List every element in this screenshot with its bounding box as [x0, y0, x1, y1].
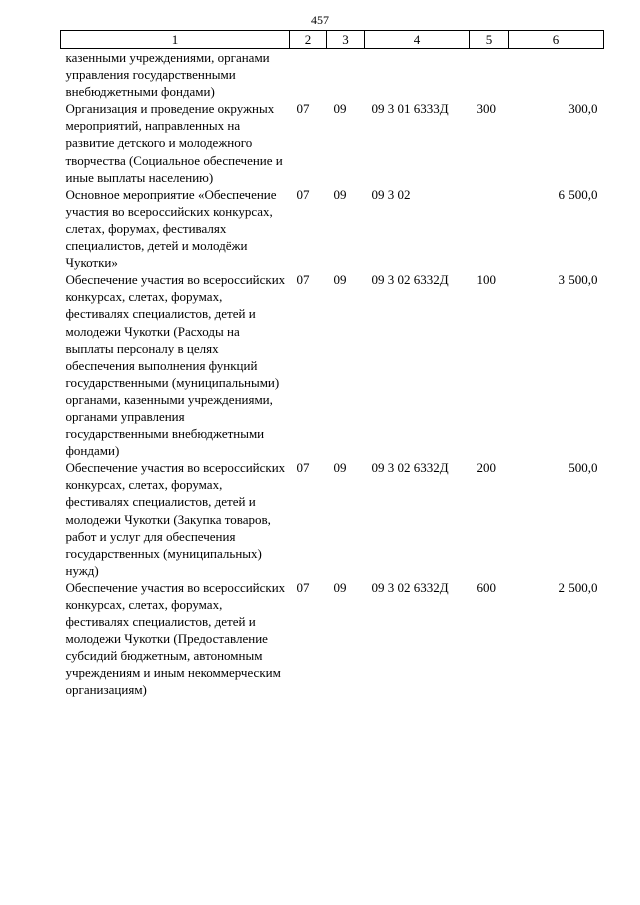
row-name: казенными учреждениями, органами управления государственными внебюджетными фондами)	[65, 50, 270, 100]
row-expense-type	[470, 49, 509, 101]
row-subsection: 09	[333, 272, 347, 288]
row-expense-type: 300	[476, 101, 496, 117]
header-col-4: 4	[365, 31, 470, 49]
row-section: 07	[296, 579, 310, 595]
row-target-article: 09 3 02 6332Д	[371, 272, 449, 288]
row-target-article: 09 3 02 6332Д	[371, 579, 449, 595]
row-name: Обеспечение участия во всероссийских конкурсах, слетах, форумах, фестивалях специалистов, детей и молодежи Чукотки (Расходы на выплаты персоналу в целях обеспечения выполнения функций государственными (муниципальными) органами, казенными учреждениями, органами управления государственными внебюджетными фондами)	[65, 272, 286, 459]
row-name: Обеспечение участия во всероссийских конкурсах, слетах, форумах, фестивалях специалистов, детей и молодежи Чукотки (Предоставление субсидий бюджетным, автономным учреждениям и иным некоммерческим организациям)	[65, 579, 286, 698]
row-expense-type: 100	[476, 272, 496, 288]
row-amount: 300,0	[568, 101, 598, 117]
row-target-article: 09 3 02 6332Д	[371, 460, 449, 476]
row-section: 07	[296, 272, 310, 288]
row-expense-type: 200	[476, 460, 496, 476]
row-subsection: 09	[333, 101, 347, 117]
page-number: 457	[311, 13, 329, 27]
row-subsection	[327, 49, 365, 101]
header-row	[61, 31, 604, 49]
header-col-6: 6	[509, 31, 604, 49]
row-name: Обеспечение участия во всероссийских конкурсах, слетах, форумах, фестивалях специалистов, детей и молодежи Чукотки (Закупка товаров, работ и услуг для обеспечения государственных (муниципальных) нужд)	[65, 460, 286, 578]
row-amount: 500,0	[568, 460, 598, 476]
row-section: 07	[296, 460, 310, 476]
row-amount: 2 500,0	[558, 579, 598, 595]
table-row	[61, 100, 604, 185]
table-row	[61, 271, 604, 459]
row-subsection: 09	[333, 579, 347, 595]
table-row	[61, 459, 604, 579]
row-expense-type	[470, 186, 509, 271]
row-target-article: 09 3 01 6333Д	[371, 101, 449, 117]
header-col-5: 5	[470, 31, 509, 49]
table-row	[61, 186, 604, 271]
row-target-article	[365, 49, 470, 101]
row-subsection: 09	[333, 460, 347, 476]
row-expense-type: 600	[476, 579, 496, 595]
row-amount: 6 500,0	[558, 186, 598, 202]
row-amount: 3 500,0	[558, 272, 598, 288]
row-amount	[509, 49, 604, 101]
header-col-3: 3	[327, 31, 365, 49]
header-col-2: 2	[290, 31, 327, 49]
row-section: 07	[296, 186, 310, 202]
row-target-article: 09 3 02	[371, 186, 411, 202]
row-name: Основное мероприятие «Обеспечение участия во всероссийских конкурсах, слетах, форумах, фестивалях специалистов, детей и молодёжи Чукотки»	[65, 186, 277, 271]
header-col-1: 1	[61, 31, 290, 49]
row-subsection: 09	[333, 186, 347, 202]
row-section	[290, 49, 327, 101]
budget-table	[60, 30, 604, 699]
row-name: Организация и проведение окружных мероприятий, направленных на развитие детского и молодежного творчества (Социальное обеспечение и иные выплаты населению)	[65, 101, 283, 185]
table-row	[61, 579, 604, 699]
table-row	[61, 49, 604, 101]
row-section: 07	[296, 101, 310, 117]
